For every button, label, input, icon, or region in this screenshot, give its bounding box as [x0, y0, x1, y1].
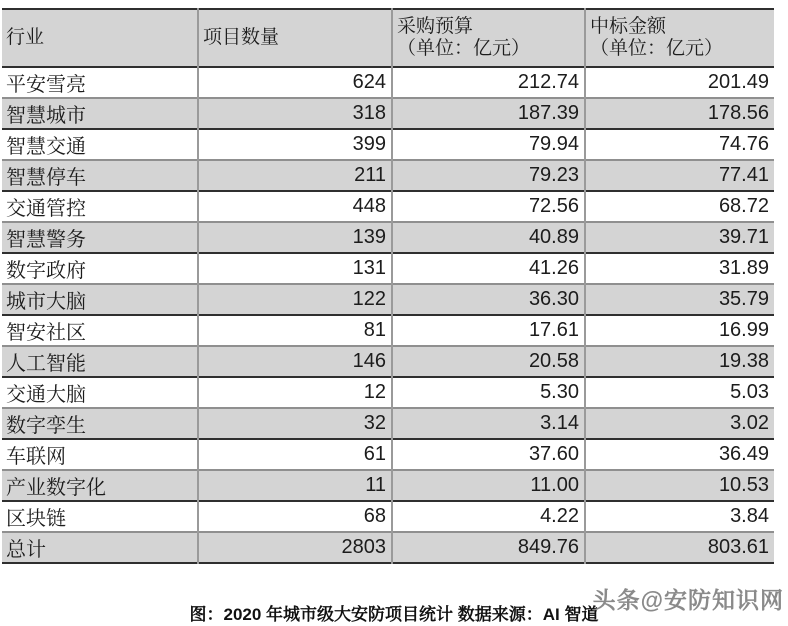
bid-amount-cell: 5.03 — [730, 381, 769, 403]
budget-cell: 79.94 — [392, 129, 585, 160]
industry-cell: 智慧交通 — [2, 129, 198, 160]
header-budget — [392, 9, 585, 67]
budget-cell: 79.23 — [392, 160, 585, 191]
bid-amount-cell: 10.53 — [718, 474, 769, 496]
industry-cell: 城市大脑 — [2, 284, 198, 315]
table-row — [2, 222, 774, 253]
bid-amount-cell: 16.99 — [718, 319, 769, 341]
industry-cell: 智慧停车 — [2, 160, 198, 191]
budget-cell: 3.14 — [392, 408, 585, 439]
industry-cell: 数字政府 — [2, 253, 198, 284]
header-industry — [2, 9, 198, 67]
project-count-cell: 448 — [198, 191, 392, 222]
table-row — [2, 253, 774, 284]
budget-cell: 849.76 — [392, 532, 585, 563]
projects-table — [2, 8, 774, 564]
table-row — [2, 532, 774, 563]
project-count-cell: 624 — [198, 67, 392, 98]
budget-cell: 187.39 — [392, 98, 585, 129]
industry-cell: 产业数字化 — [2, 470, 198, 501]
budget-cell: 17.61 — [392, 315, 585, 346]
industry-cell: 智安社区 — [2, 315, 198, 346]
table-row — [2, 315, 774, 346]
budget-cell: 72.56 — [392, 191, 585, 222]
table-row — [2, 408, 774, 439]
bid-amount-cell: 68.72 — [718, 195, 769, 217]
project-count-cell: 12 — [198, 377, 392, 408]
table-row — [2, 67, 774, 98]
table-header — [2, 9, 774, 67]
project-count-cell: 139 — [198, 222, 392, 253]
project-count-cell: 211 — [198, 160, 392, 191]
project-count-cell: 61 — [198, 439, 392, 470]
industry-cell: 数字孪生 — [2, 408, 198, 439]
bid-amount-cell: 201.49 — [707, 71, 769, 93]
figure-caption: 图：2020 年城市级大安防项目统计 数据来源：AI 智道 — [189, 605, 599, 624]
header-project-count — [198, 9, 392, 67]
industry-cell: 平安雪亮 — [2, 67, 198, 98]
bid-amount-cell: 74.76 — [718, 133, 769, 155]
budget-cell: 4.22 — [392, 501, 585, 532]
header-bid-amount — [585, 9, 774, 67]
header-project-count-label: 项目数量 — [203, 26, 280, 48]
industry-cell: 智慧城市 — [2, 98, 198, 129]
project-count-cell: 146 — [198, 346, 392, 377]
bid-amount-cell: 3.02 — [730, 412, 769, 434]
bid-amount-cell: 36.49 — [718, 443, 769, 465]
header-bid-amount-unit: （单位：亿元） — [590, 38, 724, 59]
budget-cell: 5.30 — [392, 377, 585, 408]
table-row — [2, 129, 774, 160]
budget-cell: 41.26 — [392, 253, 585, 284]
header-budget-unit: （单位：亿元） — [397, 38, 531, 59]
table-row — [2, 470, 774, 501]
project-count-cell: 318 — [198, 98, 392, 129]
table-row — [2, 346, 774, 377]
table-row — [2, 191, 774, 222]
industry-cell: 交通大脑 — [2, 377, 198, 408]
bid-amount-cell: 19.38 — [718, 350, 769, 372]
header-industry-label: 行业 — [6, 26, 45, 48]
bid-amount-cell: 39.71 — [718, 226, 769, 248]
project-count-cell: 122 — [198, 284, 392, 315]
industry-cell: 智慧警务 — [2, 222, 198, 253]
bid-amount-cell: 803.61 — [707, 536, 769, 558]
bid-amount-cell: 31.89 — [718, 257, 769, 279]
budget-cell: 20.58 — [392, 346, 585, 377]
bid-amount-cell: 77.41 — [718, 164, 769, 186]
budget-cell: 11.00 — [392, 470, 585, 501]
project-count-cell: 32 — [198, 408, 392, 439]
table-row — [2, 377, 774, 408]
watermark-text: 头条@安防知识网 — [592, 587, 784, 613]
project-count-cell: 2803 — [198, 532, 392, 563]
header-bid-amount-label: 中标金额 — [590, 15, 667, 37]
bid-amount-cell: 35.79 — [718, 288, 769, 310]
table-row — [2, 160, 774, 191]
table-row — [2, 284, 774, 315]
table-row — [2, 439, 774, 470]
project-count-cell: 68 — [198, 501, 392, 532]
budget-cell: 36.30 — [392, 284, 585, 315]
project-count-cell: 131 — [198, 253, 392, 284]
project-count-cell: 81 — [198, 315, 392, 346]
budget-cell: 40.89 — [392, 222, 585, 253]
header-budget-label: 采购预算 — [397, 15, 474, 37]
budget-cell: 212.74 — [392, 67, 585, 98]
industry-cell: 区块链 — [2, 501, 198, 532]
project-count-cell: 399 — [198, 129, 392, 160]
bid-amount-cell: 178.56 — [707, 102, 769, 124]
project-count-cell: 11 — [198, 470, 392, 501]
statistics-table-wrap — [2, 8, 774, 564]
table-row — [2, 501, 774, 532]
industry-cell: 车联网 — [2, 439, 198, 470]
table-row — [2, 98, 774, 129]
bid-amount-cell: 3.84 — [730, 505, 769, 527]
industry-cell: 交通管控 — [2, 191, 198, 222]
industry-cell: 人工智能 — [2, 346, 198, 377]
table-body — [2, 67, 774, 563]
header-row — [2, 9, 774, 67]
budget-cell: 37.60 — [392, 439, 585, 470]
industry-cell: 总计 — [2, 532, 198, 563]
